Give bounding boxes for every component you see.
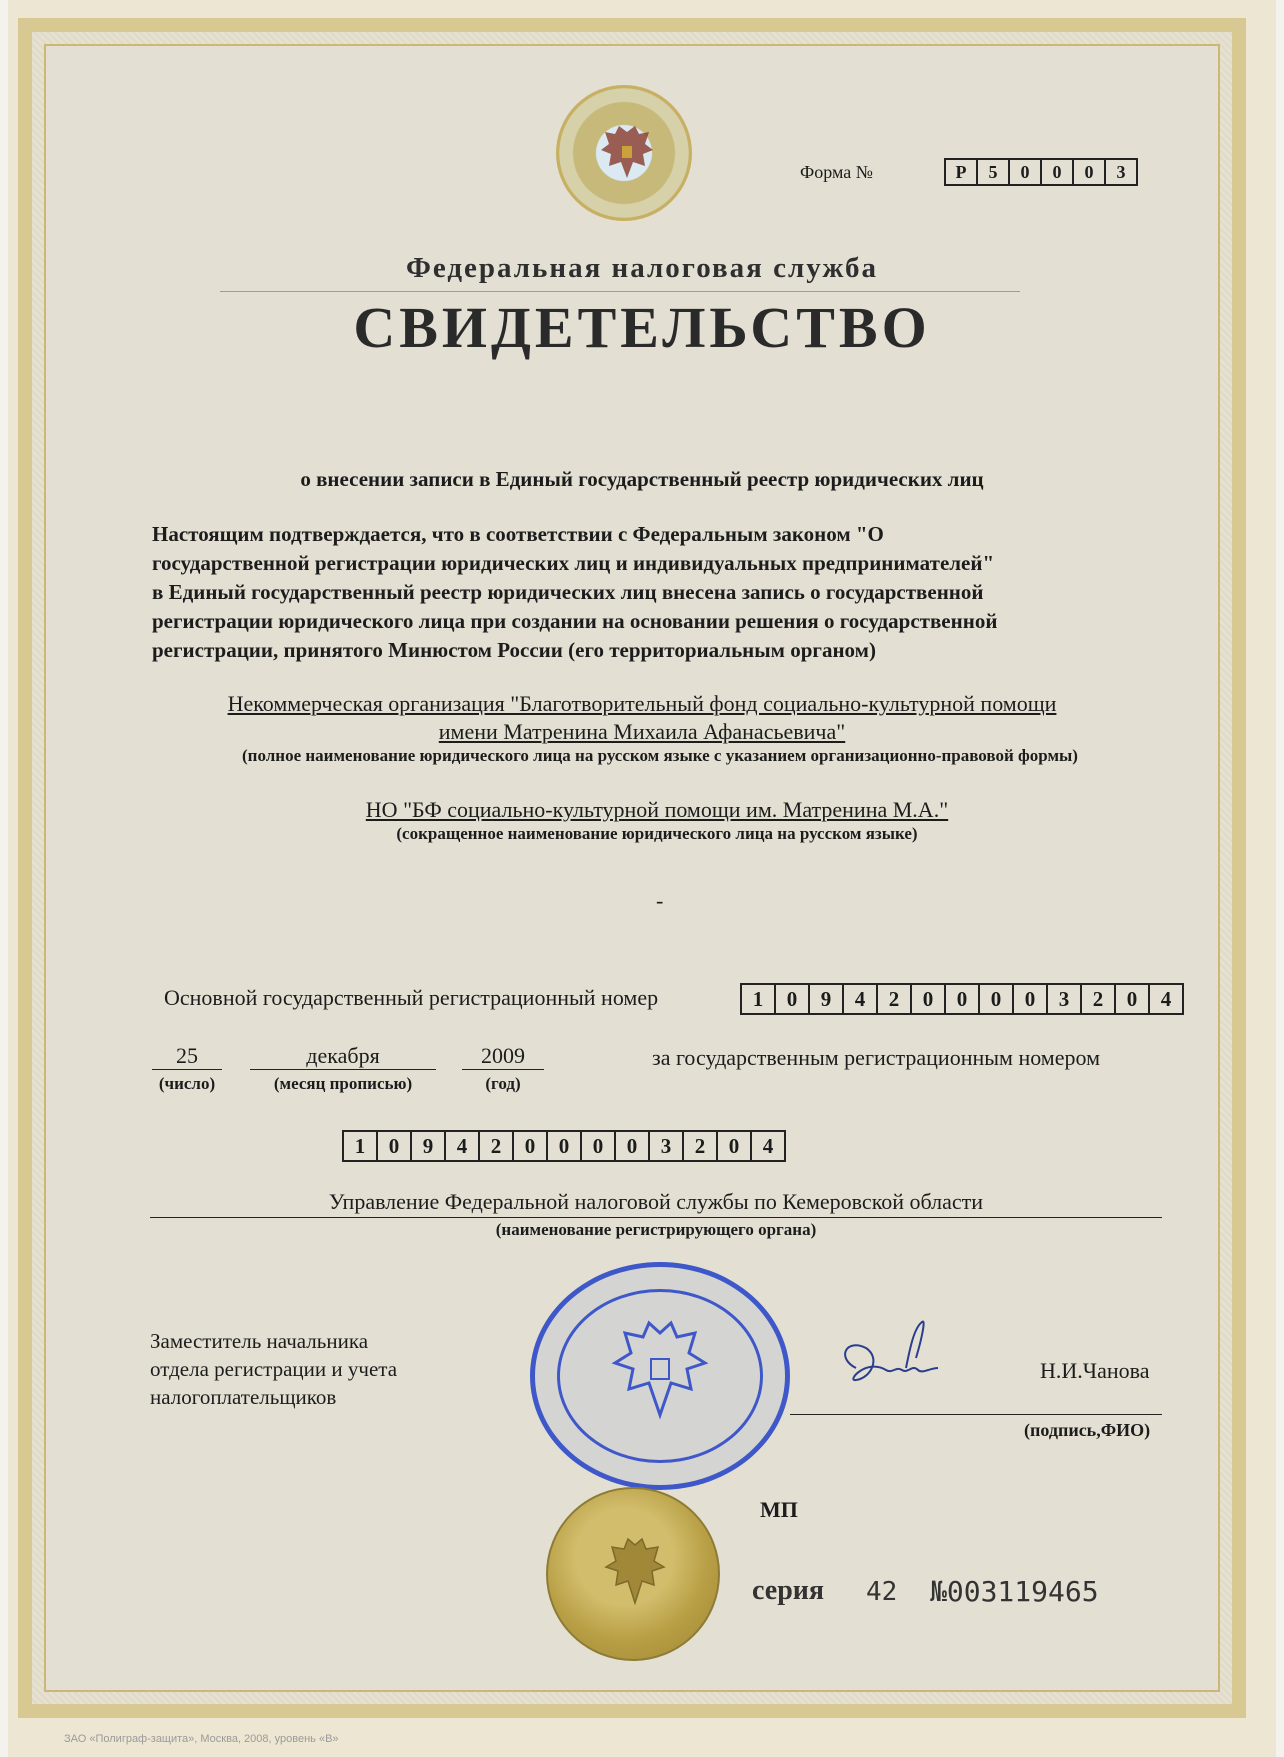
stamp-eagle-icon (605, 1319, 715, 1439)
signature-caption: (подпись,ФИО) (1024, 1420, 1151, 1440)
document-title: СВИДЕТЕЛЬСТВО (353, 295, 931, 360)
signatory-name: Н.И.Чанова (1040, 1358, 1150, 1383)
handwritten-signature (826, 1318, 976, 1413)
reg-digit: 0 (548, 1132, 582, 1160)
title-divider (220, 291, 1020, 292)
seal-place-label: МП (760, 1497, 798, 1522)
form-number-cell: Р (946, 160, 978, 184)
authority-caption: (наименование регистрирующего органа) (495, 1220, 817, 1239)
form-number-cell: 0 (1074, 160, 1106, 184)
foreign-name-placeholder: - (656, 888, 664, 913)
ogrn-digit: 1 (742, 985, 776, 1013)
org-full-name-line: Некоммерческая организация "Благотворительный фонд социально-культурной помощи (227, 691, 1057, 716)
reg-digit: 0 (718, 1132, 752, 1160)
paragraph-line: регистрации, принятого Минюстом России (его территориальным органом) (152, 638, 876, 662)
short-name-caption: (сокращенное наименование юридического лица на русском языке) (396, 824, 918, 843)
signature-icon (826, 1318, 976, 1408)
date-year: 2009 (462, 1043, 544, 1070)
ogrn-label: Основной государственный регистрационный номер (164, 985, 659, 1010)
double-headed-eagle-icon (597, 122, 657, 186)
printer-imprint: ЗАО «Полиграф-защита», Москва, 2008, уровень «В» (64, 1733, 339, 1745)
organization-short-name: НО "БФ социально-культурной помощи им. Матренина М.А." (365, 797, 949, 822)
date-year-caption: (год) (485, 1074, 521, 1093)
reg-number-text: за государственным регистрационным номером (652, 1045, 1100, 1070)
ogrn-digit: 9 (810, 985, 844, 1013)
reg-digit: 0 (582, 1132, 616, 1160)
ogrn-digit: 2 (1082, 985, 1116, 1013)
reg-digit: 9 (412, 1132, 446, 1160)
paragraph-line: государственной регистрации юридических лиц и индивидуальных предпринимателей" (152, 551, 995, 575)
form-number-cells (944, 158, 1138, 186)
form-number-cell: 5 (978, 160, 1010, 184)
document-subtitle: о внесении записи в Единый государственный реестр юридических лиц (300, 467, 984, 491)
ogrn-digit: 0 (980, 985, 1014, 1013)
official-stamp (530, 1262, 790, 1490)
ogrn-digit: 4 (844, 985, 878, 1013)
reg-digit: 4 (762, 1134, 774, 1158)
org-full-name-line: имени Матренина Михаила Афанасьевича" (438, 719, 846, 744)
ogrn-digit: 0 (1116, 985, 1150, 1013)
signature-line (790, 1414, 1162, 1415)
ogrn-digit: 3 (1048, 985, 1082, 1013)
ogrn-digit: 0 (776, 985, 810, 1013)
seal-eagle-icon (600, 1537, 670, 1617)
date-day: 25 (152, 1043, 222, 1070)
date-day-caption: (число) (158, 1074, 216, 1093)
certification-paragraph (152, 520, 1172, 665)
form-number-cell: 0 (1042, 160, 1074, 184)
paragraph-line: в Единый государственный реестр юридических лиц внесена запись о государственной (152, 580, 984, 604)
ogrn-cells (740, 983, 1184, 1015)
reg-digit: 2 (480, 1132, 514, 1160)
registration-number-cells (342, 1130, 786, 1162)
signatory-position (150, 1327, 397, 1411)
series-label: серия (752, 1575, 825, 1606)
date-month: декабря (250, 1043, 436, 1070)
ogrn-digit: 0 (946, 985, 980, 1013)
position-line: Заместитель начальника (150, 1329, 369, 1353)
ogrn-digit: 0 (912, 985, 946, 1013)
date-month-caption: (месяц прописью) (273, 1074, 413, 1093)
hologram-emblem-icon (556, 85, 692, 221)
organization-full-name (0, 690, 1284, 746)
ogrn-digit: 2 (878, 985, 912, 1013)
reg-digit: 0 (514, 1132, 548, 1160)
position-line: налогоплательщиков (150, 1385, 337, 1409)
gold-seal (546, 1487, 720, 1661)
reg-digit: 1 (344, 1132, 378, 1160)
serial-number: №003119465 (930, 1575, 1099, 1608)
ogrn-digit: 4 (1160, 987, 1172, 1011)
paragraph-line: Настоящим подтверждается, что в соответствии с Федеральным законом "О (152, 522, 884, 546)
reg-digit: 0 (378, 1132, 412, 1160)
agency-title: Федеральная налоговая служба (405, 252, 879, 284)
form-number-cell: 3 (1116, 162, 1126, 182)
full-name-caption: (полное наименование юридического лица на русском языке с указанием организационно-правовой формы) (242, 746, 1078, 765)
form-number-label: Форма № (800, 162, 873, 182)
position-line: отдела регистрации и учета (150, 1357, 398, 1381)
paragraph-line: регистрации юридического лица при создании на основании решения о государственной (152, 609, 998, 633)
series-number: 42 (866, 1577, 898, 1607)
reg-digit: 4 (446, 1132, 480, 1160)
reg-digit: 3 (650, 1132, 684, 1160)
registering-authority: Управление Федеральной налоговой службы по Кемеровской области (150, 1189, 1162, 1218)
ogrn-digit: 0 (1014, 985, 1048, 1013)
reg-digit: 2 (684, 1132, 718, 1160)
form-number-cell: 0 (1010, 160, 1042, 184)
reg-digit: 0 (616, 1132, 650, 1160)
